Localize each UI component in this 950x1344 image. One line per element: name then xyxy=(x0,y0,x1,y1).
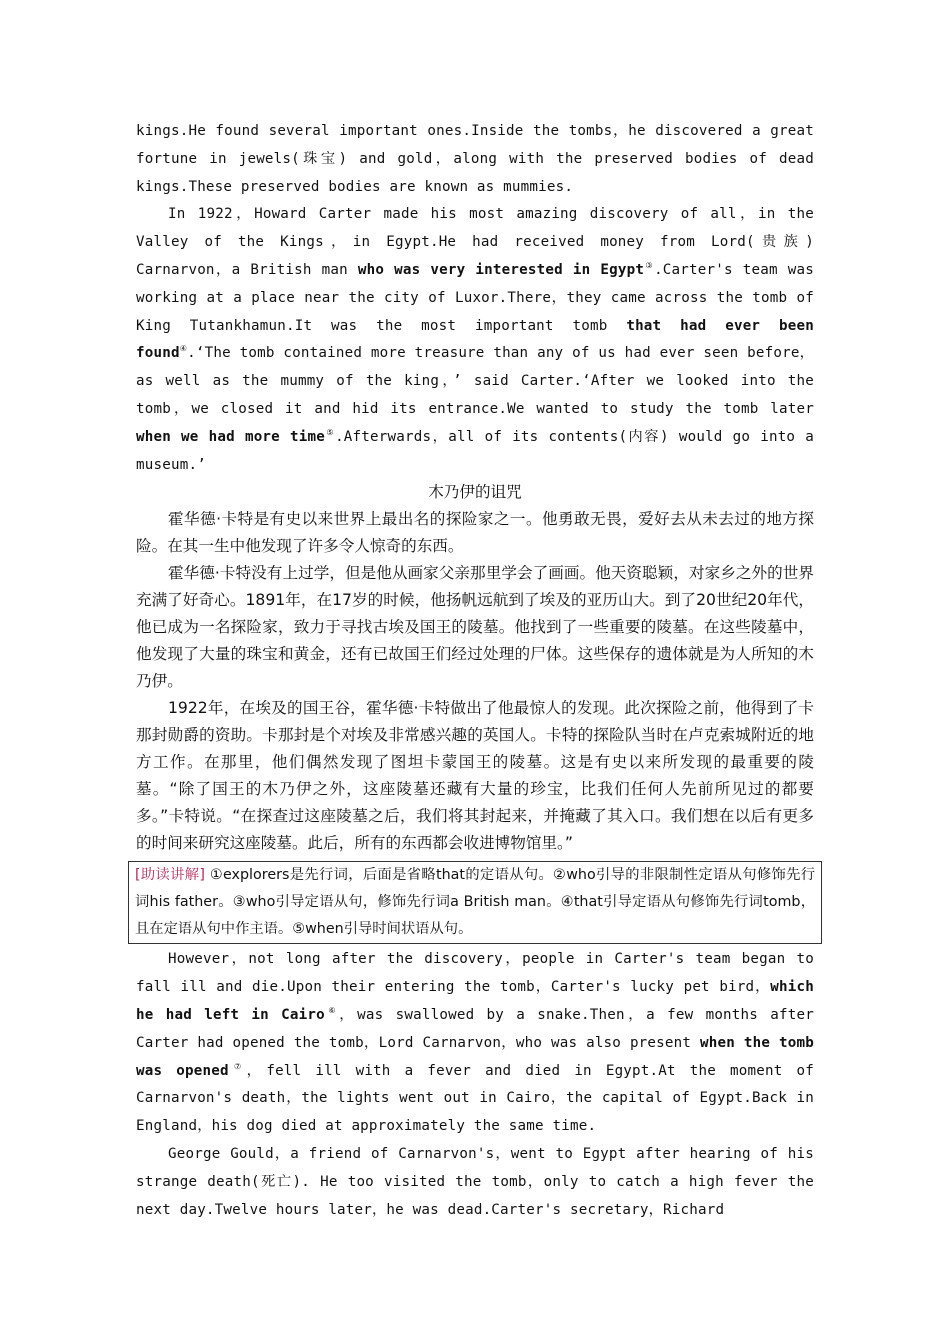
english-paragraph-1922: In 1922，Howard Carter made his most amazing discovery of all，in the Valley of the Kings，in Egypt.He had received money from Lord(贵族) Carnarvon，a British man who was very interested in Egypt③.Carter's team was working at a place near the city of Luxor.There，they came across the tomb of King Tutankhamun.It was the most important tomb that had ever been found④.‘The tomb contained more treasure than any of us had ever seen before，as well as the mummy of the king，’ said Carter.‘After we looked into the tomb，we closed it and hid its entrance.We wanted to study the tomb later when we had more time⑤.Afterwards，all of its contents(内容) would go into a museum.’ xyxy=(136,206,815,473)
chinese-paragraph-2: 霍华德·卡特没有上过学，但是他从画家父亲那里学会了画画。他天资聪颖，对家乡之外的世界充满了好奇心。1891年，在17岁的时候，他扬帆远航到了埃及的亚历山大。到了20世纪20年代，他已成为一名探险家，致力于寻找古埃及国王的陵墓。他找到了一些重要的陵墓。在这些陵墓中，他发现了大量的珠宝和黄金，还有已故国王们经过处理的尸体。这些保存的遗体就是为人所知的木乃伊。 xyxy=(136,564,814,691)
chinese-section-title: 木乃伊的诅咒 xyxy=(428,483,522,502)
highlight-that-clause: that had ever been found xyxy=(136,317,814,362)
note-marker-5: ⑤ xyxy=(324,427,336,437)
highlight-when-opened-clause: when the tomb was opened xyxy=(136,1034,814,1079)
note-marker-4: ④ xyxy=(179,344,188,354)
highlight-which-clause: which he had left in Cairo xyxy=(136,979,814,1023)
reading-aid-label: [助读讲解] xyxy=(135,867,205,884)
english-paragraph-curse: However，not long after the discovery，people in Carter's team began to fall ill and die.Upon their entering the tomb，Carter's lucky pet bird，which he had left in Cairo⑥，was swallowed by a snake.Then，a few months after Carter had opened the tomb，Lord Carnarvon，who was also present when the tomb was opened⑦，fell ill with a fever and died in Egypt.At the moment of Carnarvon's death，the lights went out in Cairo，the capital of Egypt.Back in England，his dog died at approximately the same time. xyxy=(136,951,814,1135)
note-marker-6: ⑥ xyxy=(324,1005,340,1015)
chinese-paragraph-1: 霍华德·卡特是有史以来世界上最出名的探险家之一。他勇敢无畏，爱好去从未去过的地方探险。在其一生中他发现了许多令人惊奇的东西。 xyxy=(136,510,814,556)
reading-aid-box xyxy=(128,861,822,944)
document-page xyxy=(136,118,814,1224)
english-paragraph-gould: George Gould，a friend of Carnarvon's，went to Egypt after hearing of his strange death(死亡). He too visited the tomb，only to catch a high fever the next day.Twelve hours later，he was dead.Carter's secretary，Richard xyxy=(136,1145,814,1218)
highlight-who-clause: who was very interested in Egypt xyxy=(357,261,645,278)
note-marker-7: ⑦ xyxy=(228,1061,247,1071)
note-marker-3: ③ xyxy=(644,260,655,270)
reading-aid-text: ①explorers是先行词，后面是省略that的定语从句。②who引导的非限制性定语从句修饰先行词his father。③who引导定语从句，修饰先行词a British man。④that引导定语从句修饰先行词tomb，且在定语从句中作主语。⑤when引导时间状语从句。 xyxy=(135,867,816,938)
highlight-when-clause: when we had more time xyxy=(136,428,325,445)
chinese-paragraph-3: 1922年，在埃及的国王谷，霍华德·卡特做出了他最惊人的发现。此次探险之前，他得到了卡那封勋爵的资助。卡那封是个对埃及非常感兴趣的英国人。卡特的探险队当时在卢克索城附近的地方工作。在那里，他们偶然发现了图坦卡蒙国王的陵墓。这是有史以来所发现的最重要的陵墓。“除了国王的木乃伊之外，这座陵墓还藏有大量的珍宝，比我们任何人先前所见过的都要多。”卡特说。“在探查过这座陵墓之后，我们将其封起来，并掩藏了其入口。我们想在以后有更多的时间来研究这座陵墓。此后，所有的东西都会收进博物馆里。” xyxy=(136,699,814,853)
english-paragraph-continued: kings.He found several important ones.Inside the tombs，he discovered a great fortune in jewels(珠宝) and gold，along with the preserved bodies of dead kings.These preserved bodies are known as mummies. xyxy=(136,123,814,195)
